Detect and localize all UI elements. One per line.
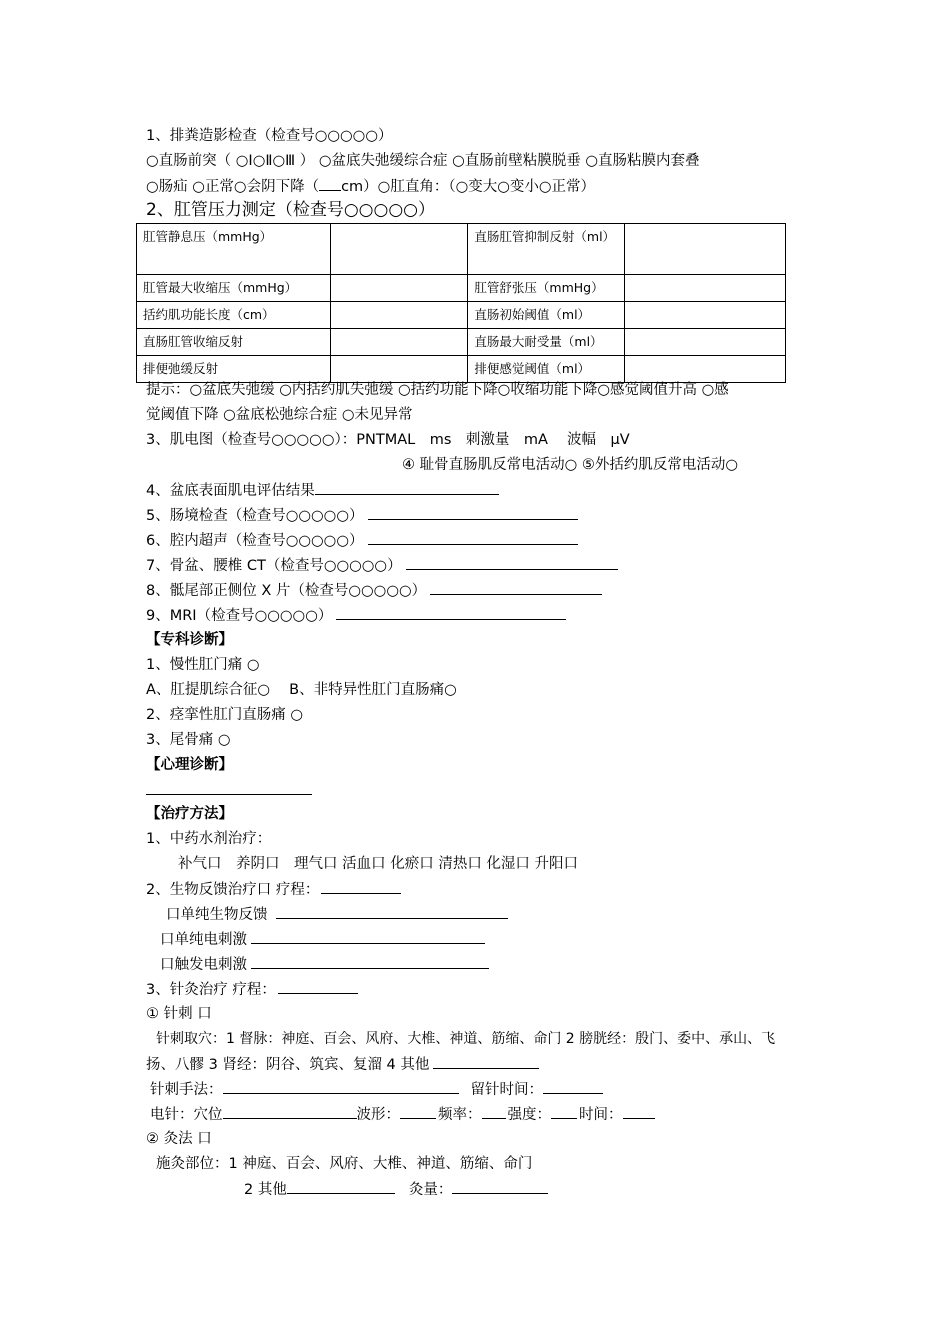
specialty-heading: 【专科诊断】 xyxy=(146,632,233,648)
table-value-cell[interactable] xyxy=(624,275,785,302)
item-label: 5、肠境检查（检查号○○○○○） xyxy=(146,508,364,524)
acupuncture-label: 3、针灸治疗 疗程： xyxy=(146,982,276,998)
emg-line-2: ④ 耻骨直肠肌反常电活动○ ⑤外括约肌反常电活动○ xyxy=(402,457,739,473)
e-time-blank[interactable] xyxy=(623,1104,655,1119)
item-6 xyxy=(146,530,578,551)
perineal-descent-label: ○肠疝 ○正常○会阴下降（ xyxy=(146,179,320,195)
bio-blank[interactable] xyxy=(276,904,508,919)
section1-options-2 xyxy=(146,176,595,197)
item-blank[interactable] xyxy=(430,580,602,595)
psych-heading: 【心理诊断】 xyxy=(146,757,233,773)
item-label: 4、盆底表面肌电评估结果 xyxy=(146,483,315,499)
table-cell: 直肠最大耐受量（ml） xyxy=(468,329,624,356)
bio-option-1 xyxy=(166,904,508,925)
moxa-amount-label: 灸量： xyxy=(408,1182,453,1198)
treatment-heading: 【治疗方法】 xyxy=(146,806,233,822)
emg-line xyxy=(146,430,630,450)
table-value-cell[interactable] xyxy=(330,275,468,302)
table-cell: 肛管静息压（mmHg） xyxy=(137,224,331,275)
technique-line xyxy=(150,1079,603,1100)
bio-blank[interactable] xyxy=(251,929,485,944)
table-value-cell[interactable] xyxy=(330,224,468,275)
table-value-cell[interactable] xyxy=(624,329,785,356)
item-blank[interactable] xyxy=(368,530,578,545)
hint-line-1: 提示：○盆底失弛缓 ○内括约肌失弛缓 ○括约功能下降○收缩功能下降○感觉阈值升高 ○感 xyxy=(146,382,729,398)
item-label: 7、骨盆、腰椎 CT（检查号○○○○○） xyxy=(146,558,402,574)
needle-points-label: 扬、八髎 3 肾经：阴谷、筑宾、复溜 4 其他 xyxy=(146,1057,430,1073)
bio-option-3 xyxy=(160,954,489,975)
moxa-other-label: 2 其他 xyxy=(244,1182,287,1198)
e-point-label: 电针：穴位 xyxy=(150,1107,223,1123)
retain-label: 留针时间： xyxy=(470,1082,543,1098)
table-cell: 肛管最大收缩压（mmHg） xyxy=(137,275,331,302)
item-9 xyxy=(146,605,566,626)
item-8 xyxy=(146,580,602,601)
moxa-amount-blank[interactable] xyxy=(452,1179,548,1194)
biofeedback-line xyxy=(146,879,401,900)
e-int-label: 强度： xyxy=(507,1107,551,1123)
tcm-label: 1、中药水剂治疗： xyxy=(146,831,272,847)
e-freq-label: 频率： xyxy=(438,1107,482,1123)
anal-pressure-table xyxy=(136,223,786,383)
e-wave-label: 波形： xyxy=(356,1107,400,1123)
needle-points-2 xyxy=(146,1054,539,1075)
table-row xyxy=(137,356,786,383)
e-point-blank[interactable] xyxy=(223,1104,357,1119)
table-cell: 肛管舒张压（mmHg） xyxy=(468,275,624,302)
e-int-blank[interactable] xyxy=(551,1104,577,1119)
table-cell: 排便弛缓反射 xyxy=(137,356,331,383)
specialty-item[interactable]: A、肛提肌综合征○ B、非特异性肛门直肠痛○ xyxy=(146,682,457,698)
needle-option[interactable]: ① 针刺 口 xyxy=(146,1006,212,1022)
item-label: 6、腔内超声（检查号○○○○○） xyxy=(146,533,364,549)
other-points-blank[interactable] xyxy=(433,1054,539,1069)
table-cell: 直肠初始阈值（ml） xyxy=(468,302,624,329)
section1-options: ○直肠前突（ ○Ⅰ○Ⅱ○Ⅲ ） ○盆底失弛缓综合症 ○直肠前壁粘膜脱垂 ○直肠粘膜内套叠 xyxy=(146,153,700,169)
section2-title: 2、肛管压力测定（检查号○○○○○） xyxy=(146,200,435,220)
item-blank[interactable] xyxy=(368,505,578,520)
table-cell: 括约肌功能长度（cm） xyxy=(137,302,331,329)
bio-option-2 xyxy=(160,929,485,950)
biofeedback-label: 2、生物反馈治疗口 疗程： xyxy=(146,882,320,898)
moxa-other-line xyxy=(244,1179,548,1200)
table-cell: 直肠肛管收缩反射 xyxy=(137,329,331,356)
table-value-cell[interactable] xyxy=(330,329,468,356)
item-blank[interactable] xyxy=(406,555,618,570)
e-freq-blank[interactable] xyxy=(482,1104,506,1119)
table-value-cell[interactable] xyxy=(330,302,468,329)
item-label: 9、MRI（检查号○○○○○） xyxy=(146,608,333,624)
specialty-item[interactable]: 2、痉挛性肛门直肠痛 ○ xyxy=(146,707,303,723)
table-row xyxy=(137,275,786,302)
table-cell: 排便感觉阈值（ml） xyxy=(468,356,624,383)
retain-blank[interactable] xyxy=(543,1079,603,1094)
tcm-options[interactable]: 补气口 养阴口 理气口 活血口 化瘀口 清热口 化湿口 升阳口 xyxy=(178,856,579,872)
section1-title: 1、排粪造影检查（检查号○○○○○） xyxy=(146,128,393,144)
moxa-points: 施灸部位：1 神庭、百会、风府、大椎、神道、筋缩、命门 xyxy=(156,1156,533,1172)
item-blank[interactable] xyxy=(336,605,566,620)
specialty-item[interactable]: 1、慢性肛门痛 ○ xyxy=(146,657,260,673)
course-blank[interactable] xyxy=(278,979,358,994)
e-wave-blank[interactable] xyxy=(400,1104,436,1119)
item-5 xyxy=(146,505,578,526)
needle-points-1: 针刺取穴：1 督脉：神庭、百会、风府、大椎、神道、筋缩、命门 2 膀胱经：殷门、委中、承山、飞 xyxy=(156,1031,776,1047)
table-value-cell[interactable] xyxy=(330,356,468,383)
table-row xyxy=(137,224,786,275)
item-4 xyxy=(146,480,499,501)
bio-blank[interactable] xyxy=(251,954,489,969)
specialty-item[interactable]: 3、尾骨痛 ○ xyxy=(146,732,231,748)
item-7 xyxy=(146,555,618,576)
acupuncture-line xyxy=(146,979,358,1000)
item-blank[interactable] xyxy=(315,480,499,495)
technique-label: 针刺手法： xyxy=(150,1082,223,1098)
hint-line-2: 觉阈值下降 ○盆底松弛综合症 ○未见异常 xyxy=(146,407,413,423)
anorectal-angle-label: cm）○肛直角：（○变大○变小○正常） xyxy=(341,179,596,195)
electro-line xyxy=(150,1104,655,1125)
bio-label[interactable]: 口触发电刺激 xyxy=(160,957,247,973)
technique-blank[interactable] xyxy=(223,1079,459,1094)
bio-label[interactable]: 口单纯电刺激 xyxy=(160,932,247,948)
e-time-label: 时间： xyxy=(579,1107,623,1123)
emg-label: 3、肌电图（检查号○○○○○）： xyxy=(146,432,357,448)
table-value-cell[interactable] xyxy=(624,302,785,329)
table-row xyxy=(137,329,786,356)
table-value-cell[interactable] xyxy=(624,224,785,275)
moxa-other-blank[interactable] xyxy=(287,1179,395,1194)
course-blank[interactable] xyxy=(321,879,401,894)
table-value-cell[interactable] xyxy=(624,356,785,383)
bio-label[interactable]: 口单纯生物反馈 xyxy=(166,907,268,923)
psych-blank[interactable] xyxy=(146,780,312,795)
emg-params: PNTMAL ms 刺激量 mA 波幅 μV xyxy=(356,432,630,448)
moxa-option[interactable]: ② 灸法 口 xyxy=(146,1131,212,1147)
perineal-descent-blank[interactable] xyxy=(319,176,341,191)
psych-line xyxy=(146,780,312,801)
item-label: 8、骶尾部正侧位 X 片（检查号○○○○○） xyxy=(146,583,427,599)
table-cell: 直肠肛管抑制反射（ml） xyxy=(468,224,624,275)
table-row xyxy=(137,302,786,329)
